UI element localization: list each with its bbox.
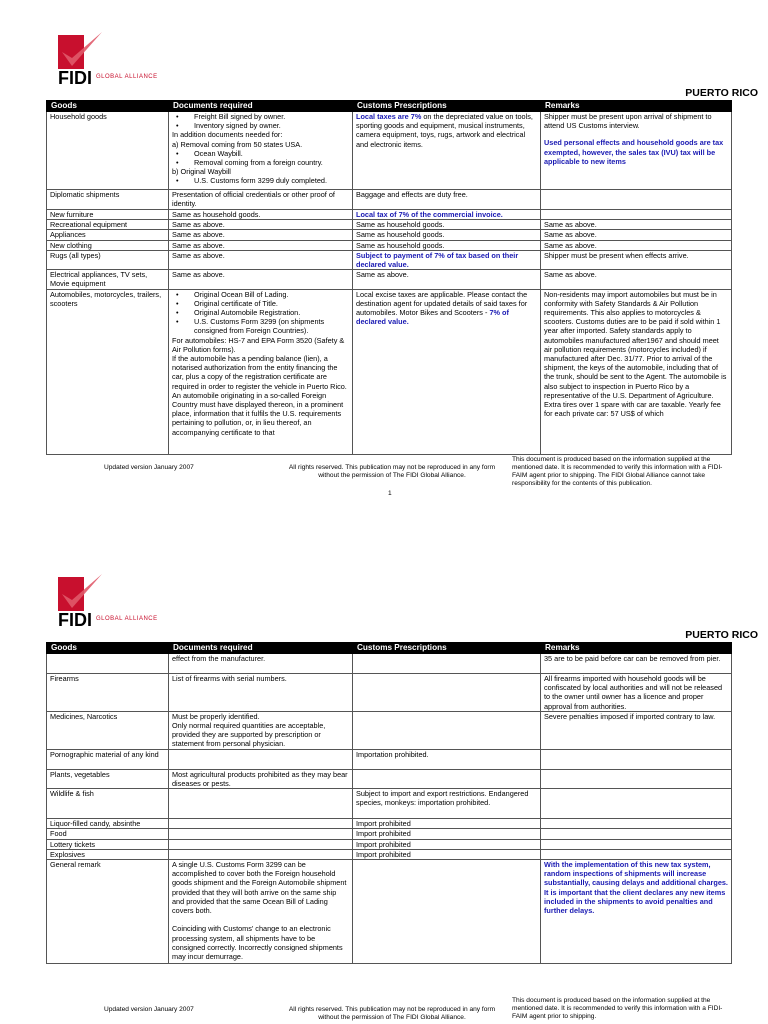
- table-row: [47, 849, 732, 859]
- document-line: • U.S. Customs form 3299 duly completed.: [172, 176, 349, 185]
- document-line: In addition documents needed for:: [172, 130, 283, 140]
- header-remarks: Remarks: [541, 643, 732, 654]
- goods-cell: Recreational equipment: [47, 220, 169, 230]
- customs-table: [46, 100, 732, 455]
- page-2: [0, 542, 768, 1024]
- customs-cell: Local taxes are 7% on the depreciated value on tools, sporting goods and equipment, musical instruments, camera equipment, toys, rugs, artwork and electrical and electronic items.: [353, 112, 541, 190]
- remarks-cell: [541, 839, 732, 849]
- documents-cell: [169, 220, 353, 230]
- document-line: • Original Ocean Bill of Lading.: [172, 290, 349, 299]
- documents-cell: [169, 839, 353, 849]
- document-line: Coinciding with Customs' change to an electronic processing system, all shipments have to be consigned correctly. Incorrectly consigned shipments may incur demurrage.: [172, 924, 343, 962]
- table-row: [47, 711, 732, 749]
- customs-cell: Import prohibited: [353, 829, 541, 839]
- document-line: An automobile originating in a so-called Foreign Country must have displayed thereon, in a prominent place, information that it fulfils the U.S. requirements pertaining to pollution, or, in lieu thereof, an accompanying certificate to that: [172, 390, 344, 437]
- footer-updated: Updated version January 2007: [104, 1006, 194, 1013]
- goods-cell: Liquor-filled candy, absinthe: [47, 819, 169, 829]
- document-line: For automobiles: HS-7 and EPA Form 3520 (Safety & Air Pollution forms).: [172, 335, 345, 354]
- table-row: [47, 860, 732, 964]
- document-line: Same as above.: [172, 250, 225, 260]
- remarks-cell: [541, 270, 732, 289]
- goods-cell: New clothing: [47, 240, 169, 250]
- svg-text:FIDI: FIDI: [58, 610, 92, 630]
- document-line: Same as above.: [172, 240, 225, 250]
- remarks-text: 35 are to be paid before car can be removed from pier.: [544, 654, 721, 663]
- remarks-text: Same as above.: [544, 240, 597, 250]
- document-line: a) Removal coming from 50 states USA.: [172, 139, 303, 149]
- remarks-text: All firearms imported with household goods will be confiscated by local authorities and will not be released to the owner until owner has a licence and proper approval from authorities.: [544, 674, 723, 711]
- customs-cell: Subject to import and export restrictions. Endangered species, monkeys: importation prohibited.: [353, 789, 541, 819]
- remarks-cell: [541, 819, 732, 829]
- documents-cell: [169, 711, 353, 749]
- remarks-cell: [541, 849, 732, 859]
- documents-cell: [169, 829, 353, 839]
- table-row: [47, 829, 732, 839]
- country-title: PUERTO RICO: [685, 629, 758, 641]
- document-line: Most agricultural products prohibited as they may bear diseases or pests.: [172, 769, 348, 789]
- remarks-cell: [541, 860, 732, 964]
- customs-highlight: Local taxes are 7%: [356, 112, 422, 121]
- table-row: [47, 220, 732, 230]
- svg-text:GLOBAL ALLIANCE: GLOBAL ALLIANCE: [96, 74, 158, 80]
- remarks-cell: [541, 289, 732, 454]
- remarks-cell: [541, 829, 732, 839]
- customs-cell: Import prohibited: [353, 819, 541, 829]
- header-documents: Documents required: [169, 101, 353, 112]
- customs-cell: Importation prohibited.: [353, 749, 541, 769]
- table-row: [47, 289, 732, 454]
- documents-cell: [169, 112, 353, 190]
- remarks-cell: [541, 250, 732, 269]
- table-row: [47, 270, 732, 289]
- remarks-cell: [541, 674, 732, 712]
- document-line: Same as above.: [172, 230, 225, 240]
- header-customs: Customs Prescriptions: [353, 101, 541, 112]
- table-row: [47, 112, 732, 190]
- remarks-cell: [541, 749, 732, 769]
- remarks-text: Non-residents may import automobiles but must be in conformity with Safety Standards & Air Pollution requirements. This also applies to motorcycles & scooters. Customs duties are to be paid if sold within 1 year after imported. Safety standards apply to automobiles manufactured after1967 and should meet air pollution requirements (motorcycles included) if manufactured after Dec. 31/77. Prior to arrival of the shipment, the keys of the automobile, including that of the trunk, should be sent to the Agent. The automobile is also subject to inspection in Puerto Rico by a representative of the U.S. Department of Agriculture. Extra tires over 1 spare with car are taxable. Yearly fee for each private car: 57 US$ of which: [544, 289, 727, 419]
- customs-highlight: Local tax of 7% of the commercial invoice.: [356, 210, 503, 219]
- documents-cell: [169, 849, 353, 859]
- customs-table: [46, 642, 732, 964]
- remarks-cell: [541, 220, 732, 230]
- goods-cell: Household goods: [47, 112, 169, 190]
- documents-cell: [169, 789, 353, 819]
- document-line: effect from the manufacturer.: [172, 654, 266, 663]
- customs-cell: Same as household goods.: [353, 240, 541, 250]
- document-line: • Ocean Waybill.: [172, 149, 349, 158]
- remarks-cell: [541, 210, 732, 220]
- documents-cell: [169, 749, 353, 769]
- svg-text:FIDI: FIDI: [58, 68, 92, 88]
- documents-cell: [169, 230, 353, 240]
- document-line: Must be properly identified.: [172, 711, 260, 721]
- customs-cell: Baggage and effects are duty free.: [353, 190, 541, 210]
- table-row: [47, 789, 732, 819]
- table-row: [47, 749, 732, 769]
- header-goods: Goods: [47, 643, 169, 654]
- documents-cell: [169, 210, 353, 220]
- document-line: Only normal required quantities are acceptable, provided they are supported by prescription or statement from personal physician.: [172, 721, 326, 749]
- table-row: [47, 839, 732, 849]
- customs-cell: [353, 250, 541, 269]
- header-remarks: Remarks: [541, 101, 732, 112]
- document-line: [172, 850, 349, 859]
- documents-cell: [169, 860, 353, 964]
- customs-highlight: 7% of declared value.: [356, 308, 509, 327]
- documents-cell: [169, 250, 353, 269]
- customs-cell: Import prohibited: [353, 839, 541, 849]
- customs-cell: [353, 860, 541, 964]
- goods-cell: Electrical appliances, TV sets, Movie equipment: [47, 270, 169, 289]
- table-header: [47, 101, 732, 112]
- remarks-highlight: With the implementation of this new tax system, random inspections of shipments will increase substantially, causing delays and additional charges. It is important that the client declares any new items included in the shipments to avoid penalties and further delays.: [544, 860, 728, 916]
- document-line: • U.S. Customs Form 3299 (on shipments consigned from Foreign Countries).: [172, 317, 349, 335]
- remarks-text: Shipper must be present when effects arrive.: [544, 250, 689, 260]
- documents-cell: [169, 674, 353, 712]
- header-customs: Customs Prescriptions: [353, 643, 541, 654]
- fidi-logo: [58, 574, 168, 632]
- remarks-cell: [541, 711, 732, 749]
- country-title: PUERTO RICO: [685, 87, 758, 99]
- remarks-cell: [541, 230, 732, 240]
- document-line: Same as above.: [172, 270, 225, 280]
- document-line: [172, 829, 349, 838]
- footer-disclaimer: This document is produced based on the information supplied at the mentioned date. It is recommended to verify this information with a FIDI-FAIM agent prior to shipping. The FIDI Global Alliance cannot take responsibility for the contents of this publication.: [512, 456, 723, 487]
- fidi-logo: [58, 32, 168, 90]
- document-line: • Removal coming from a foreign country.: [172, 158, 349, 167]
- goods-cell: Rugs (all types): [47, 250, 169, 269]
- table-row: [47, 240, 732, 250]
- documents-cell: [169, 289, 353, 454]
- document-line: [172, 750, 349, 759]
- goods-cell: Lottery tickets: [47, 839, 169, 849]
- goods-cell: Wildlife & fish: [47, 789, 169, 819]
- remarks-cell: [541, 654, 732, 674]
- table-row: [47, 190, 732, 210]
- document-line: b) Original Waybill: [172, 167, 231, 177]
- customs-highlight: Subject to payment of 7% of tax based on their declared value.: [356, 250, 519, 270]
- goods-cell: Firearms: [47, 674, 169, 712]
- remarks-cell: [541, 190, 732, 210]
- goods-cell: Medicines, Narcotics: [47, 711, 169, 749]
- remarks-text: Same as above.: [544, 270, 597, 280]
- document-line: [172, 840, 349, 849]
- remarks-text: Shipper must be present upon arrival of shipment to attend US Customs interview.: [544, 112, 712, 131]
- customs-cell: [353, 654, 541, 674]
- goods-cell: Food: [47, 829, 169, 839]
- documents-cell: [169, 819, 353, 829]
- table-row: [47, 654, 732, 674]
- table-row: [47, 674, 732, 712]
- footer-rights: All rights reserved. This publication may not be reproduced in any form without the permission of The FIDI Global Alliance.: [288, 1006, 496, 1021]
- header-documents: Documents required: [169, 643, 353, 654]
- document-line: • Original certificate of Title.: [172, 299, 349, 308]
- customs-cell: Same as household goods.: [353, 230, 541, 240]
- table-row: [47, 230, 732, 240]
- documents-cell: [169, 270, 353, 289]
- remarks-cell: [541, 240, 732, 250]
- table-row: [47, 819, 732, 829]
- goods-cell: Diplomatic shipments: [47, 190, 169, 210]
- document-line: • Inventory signed by owner.: [172, 121, 349, 130]
- remarks-cell: [541, 112, 732, 190]
- document-line: A single U.S. Customs Form 3299 can be accomplished to cover both the Foreign household goods shipment and the Foreign Automobile shipment provided that they will both arrive on the same ship and provided that the same Ocean Bill of Lading covers both.: [172, 860, 347, 916]
- documents-cell: [169, 190, 353, 210]
- remarks-cell: [541, 769, 732, 788]
- documents-cell: [169, 654, 353, 674]
- remarks-text: Same as above.: [544, 230, 597, 240]
- goods-cell: Plants, vegetables: [47, 769, 169, 788]
- document-line: Presentation of official credentials or other proof of identity.: [172, 190, 335, 209]
- customs-cell: Same as above.: [353, 270, 541, 289]
- table-row: [47, 210, 732, 220]
- goods-cell: Appliances: [47, 230, 169, 240]
- customs-cell: [353, 711, 541, 749]
- remarks-text: Severe penalties imposed if imported contrary to law.: [544, 711, 716, 721]
- document-line: [172, 915, 349, 924]
- header-goods: Goods: [47, 101, 169, 112]
- document-line: If the automobile has a pending balance (lien), a notarised authorization from the entity financing the car, plus a copy of the registration certificate are required in order to register the vehicle in Puerto Rico.: [172, 354, 347, 391]
- table-row: [47, 769, 732, 788]
- customs-cell: [353, 769, 541, 788]
- svg-text:GLOBAL ALLIANCE: GLOBAL ALLIANCE: [96, 616, 158, 622]
- document-line: • Freight Bill signed by owner.: [172, 112, 349, 121]
- remarks-text: Same as above.: [544, 220, 597, 230]
- document-line: List of firearms with serial numbers.: [172, 674, 287, 683]
- documents-cell: [169, 769, 353, 788]
- footer-rights: All rights reserved. This publication may not be reproduced in any form without the permission of The FIDI Global Alliance.: [288, 464, 496, 479]
- goods-cell: [47, 654, 169, 674]
- page-number: 1: [388, 490, 392, 497]
- table-header: [47, 643, 732, 654]
- document-line: [172, 789, 349, 798]
- goods-cell: General remark: [47, 860, 169, 964]
- remarks-highlight: Used personal effects and household goods are tax exempted, however, the sales tax (IVU) tax will be applicable to new items: [544, 138, 724, 166]
- goods-cell: New furniture: [47, 210, 169, 220]
- customs-cell: Local excise taxes are applicable. Please contact the destination agent for updated details of said taxes for automobiles. Motor Bikes and Scooters - 7% of declared value.: [353, 289, 541, 454]
- documents-cell: [169, 240, 353, 250]
- customs-cell: Same as household goods.: [353, 220, 541, 230]
- customs-cell: Import prohibited: [353, 849, 541, 859]
- goods-cell: Pornographic material of any kind: [47, 749, 169, 769]
- footer-disclaimer: This document is produced based on the information supplied at the mentioned date. It is recommended to verify this information with a FIDI-FAIM agent prior to shipping.: [512, 997, 723, 1020]
- remarks-cell: [541, 789, 732, 819]
- customs-cell: [353, 674, 541, 712]
- table-row: [47, 250, 732, 269]
- customs-cell: [353, 210, 541, 220]
- document-line: Same as above.: [172, 220, 225, 230]
- goods-cell: Explosives: [47, 849, 169, 859]
- footer-updated: Updated version January 2007: [104, 464, 194, 471]
- document-line: Same as household goods.: [172, 210, 261, 219]
- document-line: [172, 819, 349, 828]
- goods-cell: Automobiles, motorcycles, trailers, scooters: [47, 289, 169, 454]
- document-line: • Original Automobile Registration.: [172, 308, 349, 317]
